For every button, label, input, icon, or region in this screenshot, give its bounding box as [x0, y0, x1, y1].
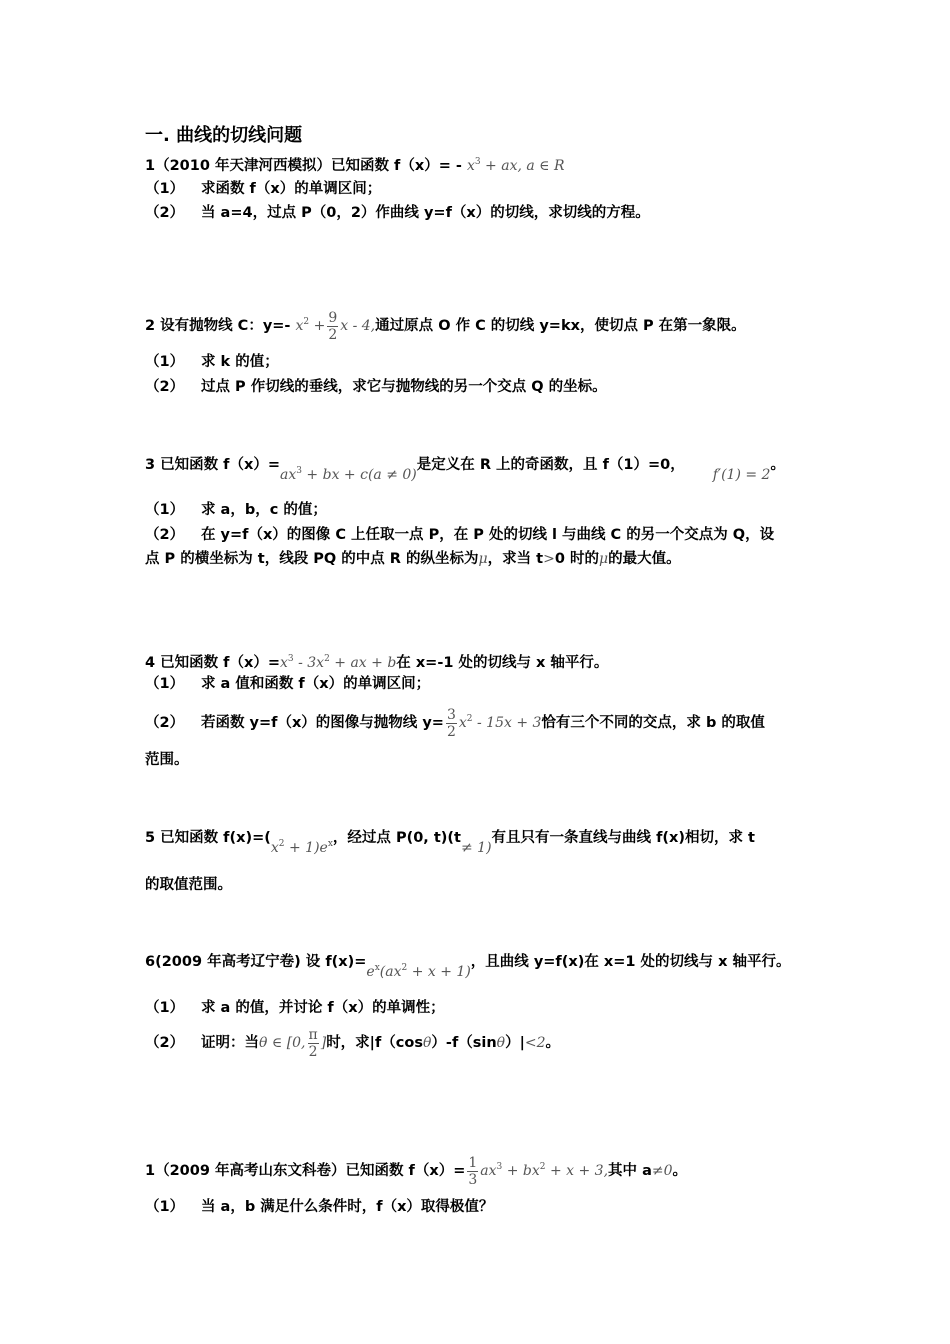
problem-1-item-2	[145, 203, 650, 223]
item-text: 。	[545, 1035, 561, 1051]
item-text: 证明：当	[201, 1035, 259, 1051]
problem-2-item-1	[145, 352, 279, 372]
item-text: 求 a，b，c 的值；	[201, 502, 327, 518]
item-label: （1）	[145, 1199, 185, 1215]
problem-3-statement	[145, 451, 785, 483]
problem-5-tail: 有且只有一条直线与曲线 f(x)相切，求 t	[491, 830, 755, 846]
theta-interval: θ ∈ [0,	[259, 1035, 306, 1051]
problem-3-item-2	[145, 525, 774, 545]
item-text: 过点 P 作切线的垂线，求它与抛物线的另一个交点 Q 的坐标。	[201, 379, 607, 395]
problem-3-item-1	[145, 500, 327, 520]
problem-3-tail: 是定义在 R 上的奇函数，且 f（1）=0，	[416, 457, 685, 473]
item-label: （2）	[145, 379, 185, 395]
item-text: 求 a 的值，并讨论 f（x）的单调性；	[201, 1000, 445, 1016]
problem-2-statement	[145, 305, 746, 343]
problem-4-parabola: $x^2 - 15x + 3$	[458, 714, 542, 731]
less-than-two: <2	[524, 1035, 546, 1051]
problem-6-tail: ，且曲线 y=f(x)在 x=1 处的切线与 x 轴平行。	[470, 954, 791, 970]
problem-6-formula: $e^x(ax^2 + x + 1)$	[366, 963, 471, 980]
problem-2-formula-b: x - 4,	[340, 318, 376, 334]
item-label: （2）	[145, 1035, 185, 1051]
problem-4-item-1	[145, 674, 430, 694]
mu-symbol: μ	[478, 551, 488, 567]
problem-4-item-2-cont: 范围。	[145, 752, 189, 768]
problem-5-cont: 的取值范围。	[145, 877, 232, 893]
problem-7-statement	[145, 1150, 687, 1188]
mu-symbol: μ	[598, 551, 609, 567]
problem-4-head: 4 已知函数 f（x）=	[145, 655, 280, 671]
problem-5-head: 5 已知函数 f(x)=(	[145, 830, 271, 846]
item-label: （2）	[145, 527, 185, 543]
problem-3-formula: $ax^3$ + bx + c(a ≠ 0)	[280, 466, 417, 483]
theta-symbol: θ	[496, 1035, 506, 1051]
problem-6-item-1	[145, 998, 445, 1018]
problem-2-item-2	[145, 377, 607, 397]
not-equal-zero: ≠0	[651, 1163, 673, 1179]
item-label: （1）	[145, 1000, 185, 1016]
problem-2-head: 2 设有抛物线 C：y=-	[145, 318, 296, 334]
problem-3-end: 。	[770, 457, 785, 473]
problem-6-statement	[145, 948, 791, 980]
problem-4-statement	[145, 649, 608, 673]
problem-2-formula-a: $x^2$ +	[295, 317, 326, 334]
item-text: ）-f（sin	[431, 1035, 497, 1051]
fraction: $\frac{9}{2}$	[328, 309, 338, 343]
problem-7-end: 。	[672, 1163, 687, 1179]
item-text: 恰有三个不同的交点，求 b 的取值	[541, 715, 765, 731]
problem-7-head: 1（2009 年高考山东文科卷）已知函数 f（x）=	[145, 1163, 466, 1179]
item-text: 求 a 值和函数 f（x）的单调区间；	[201, 676, 431, 692]
problem-5-mid: ，经过点 P(0, t)(t	[332, 830, 461, 846]
problem-7-formula: $ax^3 + bx^2 + x + 3$,	[480, 1162, 609, 1179]
problem-7-item-1	[145, 1197, 493, 1217]
problem-4-tail: 在 x=-1 处的切线与 x 轴平行。	[396, 655, 609, 671]
item-text: 求函数 f（x）的单调区间；	[201, 181, 382, 197]
fraction: $\frac{3}{2}$	[446, 706, 456, 740]
item-text: 在 y=f（x）的图像 C 上任取一点 P，在 P 处的切线 l 与曲线 C 的另一个交点为 Q，设	[201, 527, 775, 543]
bracket: ]	[320, 1035, 327, 1051]
item-text: 的最大值。	[608, 551, 681, 567]
problem-5-condition: ≠ 1)	[460, 840, 492, 856]
item-label: （2）	[145, 205, 185, 221]
theta-symbol: θ	[422, 1035, 432, 1051]
problem-3-head: 3 已知函数 f（x）=	[145, 457, 280, 473]
item-label: （1）	[145, 354, 185, 370]
problem-3-derivative: f′(1) = 2	[712, 467, 771, 483]
fraction: $\frac{1}{3}$	[468, 1154, 478, 1188]
fraction: $\frac{\pi}{2}$	[308, 1026, 318, 1060]
problem-1-statement	[145, 152, 565, 176]
item-text: 0 时的	[554, 551, 599, 567]
item-label: （1）	[145, 502, 185, 518]
section-title: 一. 曲线的切线问题	[145, 125, 303, 146]
problem-7-tail: 其中 a	[608, 1163, 652, 1179]
problem-1-head: 1（2010 年天津河西模拟）已知函数 f（x）= -	[145, 158, 467, 174]
problem-5-statement	[145, 824, 755, 856]
item-label: （1）	[145, 181, 185, 197]
item-label: （1）	[145, 676, 185, 692]
item-label: （2）	[145, 715, 185, 731]
item-text: 若函数 y=f（x）的图像与抛物线 y=	[201, 715, 444, 731]
problem-6-item-2	[145, 1026, 560, 1060]
item-text: ，求当 t	[487, 551, 544, 567]
problem-1-formula: $x^3$ + ax, a ∈ R	[466, 157, 565, 174]
problem-6-head: 6(2009 年高考辽宁卷) 设 f(x)=	[145, 954, 367, 970]
greater-than-symbol: >	[543, 551, 555, 567]
problem-4-item-2	[145, 702, 765, 740]
item-text: 当 a，b 满足什么条件时，f（x）取得极值？	[201, 1199, 494, 1215]
item-text: 时，求|f（cos	[326, 1035, 423, 1051]
item-text: 求 k 的值；	[201, 354, 279, 370]
problem-1-item-1	[145, 179, 381, 199]
problem-2-tail: 通过原点 O 作 C 的切线 y=kx，使切点 P 在第一象限。	[375, 318, 746, 334]
item-text: 点 P 的横坐标为 t，线段 PQ 的中点 R 的纵坐标为	[145, 551, 479, 567]
item-text: 当 a=4，过点 P（0，2）作曲线 y=f（x）的切线，求切线的方程。	[201, 205, 650, 221]
item-text: ）|	[505, 1035, 525, 1051]
problem-5-formula: $x^2 + 1)e^x$	[270, 839, 333, 856]
problem-3-item-2-cont	[145, 549, 681, 569]
problem-4-formula: $x^3 - 3x^2$ + ax + b	[280, 654, 397, 671]
